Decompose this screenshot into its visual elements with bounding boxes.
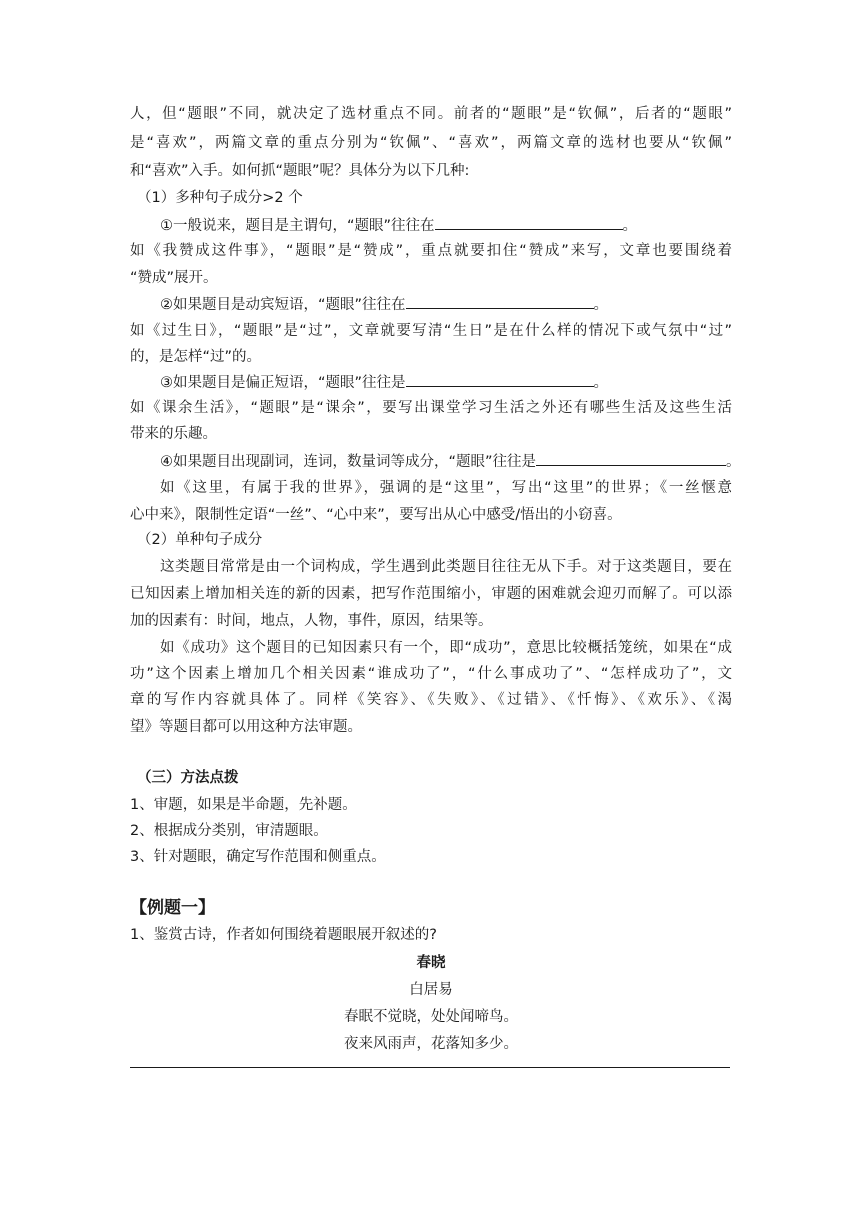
paragraph-line: 功”这个因素上增加几个相关因素“谁成功了”，“什么事成功了”、“怎样成功了”，文 (130, 666, 732, 682)
item-2-text: ②如果题目是动宾短语，“题眼”往往在 (160, 297, 406, 313)
paragraph-line: 和“喜欢”入手。如何抓“题眼”呢？具体分为以下几种: (130, 163, 470, 179)
poem-title: 春晓 (416, 955, 446, 971)
period: 。 (726, 454, 741, 470)
poem-line: 春眠不觉晓，处处闻啼鸟。 (344, 1009, 518, 1025)
question-text: 1、鉴赏古诗，作者如何围绕着题眼展开叙述的? (130, 927, 437, 943)
method-item: 3、针对题眼，确定写作范围和侧重点。 (130, 849, 386, 865)
item-2 (160, 294, 732, 315)
example-line: 如《我赞成这件事》，“题眼”是“赞成”，重点就要扣住“赞成”来写，文章也要围绕着 (130, 243, 732, 259)
paragraph-line: 如《成功》这个题目的已知因素只有一个，即“成功”，意思比较概括笼统，如果在“成 (160, 640, 732, 656)
method-item: 1、审题，如果是半命题，先补题。 (130, 797, 357, 813)
paragraph-line: 加的因素有：时间，地点，人物，事件，原因，结果等。 (130, 613, 493, 629)
example-line: “赞成”展开。 (130, 270, 218, 286)
period: 。 (622, 218, 638, 234)
subsection-heading-2: （2）单种句子成分 (137, 532, 263, 548)
section-heading-method: （三）方法点拨 (137, 770, 239, 786)
fill-in-blank[interactable] (435, 215, 623, 230)
poem-line: 夜来风雨声，花落知多少。 (344, 1036, 518, 1052)
method-item: 2、根据成分类别，审清题眼。 (130, 823, 328, 839)
answer-line[interactable] (130, 1067, 730, 1068)
poem-author: 白居易 (409, 982, 453, 998)
example-line: 如《这里，有属于我的世界》，强调的是“这里”，写出“这里”的世界；《一丝惬意 (160, 480, 732, 496)
example-line: 如《过生日》，“题眼”是“过”，文章就要写清“生日”是在什么样的情况下或气氛中“过” (130, 323, 732, 339)
example-line: 如《课余生活》，“题眼”是“课余”，要写出课堂学习生活之外还有哪些生活及这些生活 (130, 400, 732, 416)
item-4 (160, 451, 741, 472)
example-line: 的，是怎样“过”的。 (130, 349, 262, 365)
fill-in-blank[interactable] (406, 294, 594, 309)
item-3-text: ③如果题目是偏正短语，“题眼”往往是 (160, 375, 406, 391)
item-4-text: ④如果题目出现副词，连词，数量词等成分，“题眼”往往是 (160, 454, 537, 470)
period: 。 (593, 375, 609, 391)
subsection-heading-1: （1）多种句子成分>2 个 (137, 190, 303, 206)
period: 。 (593, 297, 609, 313)
paragraph-line: 章的写作内容就具体了。同样《笑容》、《失败》、《过错》、《忏悔》、《欢乐》、《渴 (130, 692, 732, 708)
item-1 (160, 215, 732, 236)
example-line: 带来的乐趣。 (130, 426, 217, 442)
example-heading: 【例题一】 (130, 898, 215, 918)
paragraph-line: 人，但“题眼”不同，就决定了选材重点不同。前者的“题眼”是“钦佩”，后者的“题眼” (130, 106, 732, 122)
example-line: 心中来》，限制性定语“一丝”、“心中来”，要写出从心中感受/悟出的小窃喜。 (130, 507, 622, 523)
item-3 (160, 372, 732, 393)
paragraph-line: 望》等题目都可以用这种方法审题。 (130, 719, 362, 735)
paragraph-line: 这类题目常常是由一个词构成，学生遇到此类题目往往无从下手。对于这类题目，要在 (160, 559, 732, 575)
fill-in-blank[interactable] (536, 451, 726, 466)
fill-in-blank[interactable] (406, 372, 594, 387)
paragraph-line: 已知因素上增加相关连的新的因素，把写作范围缩小，审题的困难就会迎刃而解了。可以添 (130, 586, 732, 602)
item-1-text: ①一般说来，题目是主谓句，“题眼”往往在 (160, 218, 435, 234)
paragraph-line: 是“喜欢”，两篇文章的重点分别为“钦佩”、“喜欢”，两篇文章的选材也要从“钦佩” (130, 135, 732, 151)
